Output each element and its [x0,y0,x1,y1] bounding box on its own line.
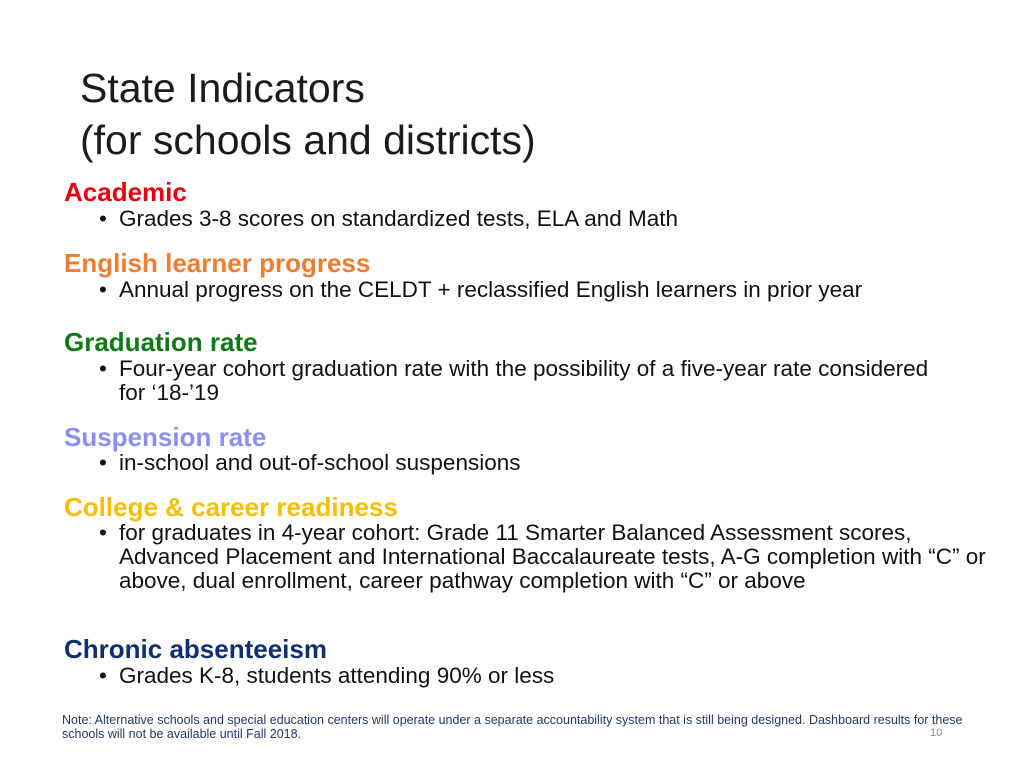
title-line-1: State Indicators [80,65,365,111]
section-heading-suspension-rate: Suspension rate [64,422,267,452]
bullet-dot: • [99,663,107,688]
bullet-academic [101,207,981,231]
section-heading-chronic-absenteeism: Chronic absenteeism [64,634,327,664]
section-heading-academic: Academic [64,177,187,207]
bullet-dot: • [99,356,107,381]
bullet-text: Grades 3-8 scores on standardized tests, ELA and Math [119,206,679,231]
bullet-graduation-rate [101,357,951,405]
section-heading-graduation-rate: Graduation rate [64,327,258,357]
section-heading-english-learner-progress: English learner progress [64,248,371,278]
page-number: 10 [930,727,943,739]
section-heading-college-career-readiness: College & career readiness [64,492,398,522]
bullet-dot: • [99,450,107,475]
bullet-college-career-readiness [101,521,996,593]
bullet-text: Grades K-8, students attending 90% or less [119,663,555,688]
footnote: Note: Alternative schools and special education centers will operate under a separate accountability system that is still being designed. Dashboard results for these schools will not be available until Fall 2018. [62,713,963,741]
slide-title [80,62,536,166]
bullet-dot: • [99,520,107,545]
bullet-text: Four-year cohort graduation rate with the possibility of a five-year rate considered for ‘18-’19 [119,356,929,405]
bullet-dot: • [99,277,107,302]
bullet-text: for graduates in 4-year cohort: Grade 11 Smarter Balanced Assessment scores, Advanced Placement and International Baccalaureate tests, A-G completion with “C” or above, dual enrollment, career pathway completion with “C” or above [119,520,986,593]
bullet-chronic-absenteeism [101,664,981,688]
bullet-english-learner-progress [101,278,981,302]
bullet-text: Annual progress on the CELDT + reclassified English learners in prior year [119,277,863,302]
bullet-dot: • [99,206,107,231]
bullet-suspension-rate [101,451,981,475]
title-line-2: (for schools and districts) [80,117,536,163]
bullet-text: in-school and out-of-school suspensions [119,450,521,475]
